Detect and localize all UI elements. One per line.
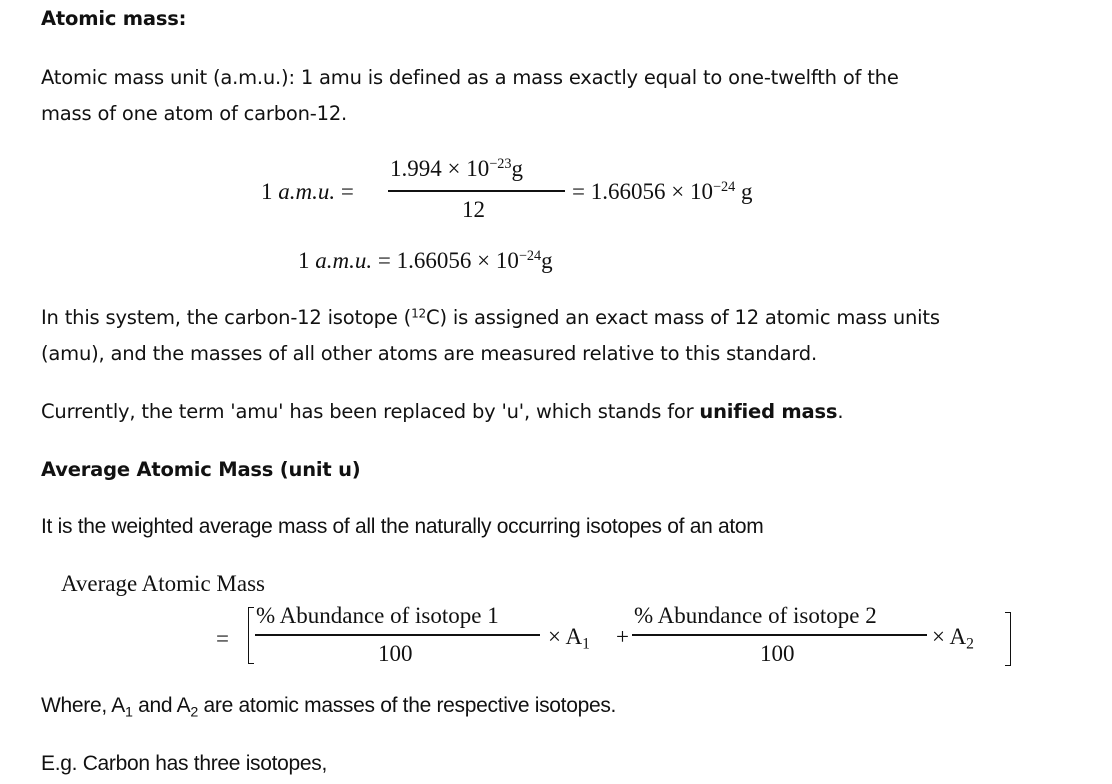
where-note-mid: and A (132, 694, 191, 717)
eq1-numerator (390, 156, 523, 182)
eq2-rhs-value: = 1.66056 × 10 (377, 248, 519, 273)
formula-equals: = (216, 626, 229, 651)
eq1-numerator-mantissa: 1.994 × 10 (390, 156, 490, 181)
eq1-fraction-bar (388, 190, 565, 192)
fraction1-bar (255, 634, 540, 636)
average-definition: It is the weighted average mass of all the naturally occurring isotopes of an atom (41, 515, 764, 538)
where-a1-subscript: 1 (124, 704, 133, 721)
a2-subscript: 2 (966, 635, 974, 653)
plus-sign: + (616, 624, 629, 649)
eq1-numerator-exponent: −23 (489, 156, 512, 173)
eq1-equals: = (340, 179, 354, 204)
fraction2-denominator: 100 (760, 641, 795, 666)
amu-definition-line1: Atomic mass unit (a.m.u.): 1 amu is defined as a mass exactly equal to one-twelfth of the (41, 66, 899, 89)
equation-amu-value (298, 248, 553, 274)
unified-mass-period: . (837, 400, 844, 423)
eq1-denominator: 12 (462, 197, 485, 222)
carbon-standard-text-pre: In this system, the carbon-12 isotope ( (41, 306, 412, 329)
eq2-rhs-unit: g (541, 248, 553, 273)
amu-definition-line2: mass of one atom of carbon-12. (41, 102, 348, 125)
times-a1-text: × A (548, 624, 583, 649)
fraction2-bar (632, 634, 927, 636)
left-bracket (248, 607, 254, 664)
right-bracket (1005, 612, 1011, 666)
carbon-standard-line2: (amu), and the masses of all other atoms are measured relative to this standard. (41, 342, 817, 365)
a1-subscript: 1 (582, 635, 590, 653)
eq1-lhs-number: 1 (261, 179, 279, 204)
unified-mass-text: Currently, the term 'amu' has been replaced by 'u', which stands for (41, 400, 700, 423)
carbon-standard-text-post: C) is assigned an exact mass of 12 atomic mass units (426, 306, 940, 329)
times-a1 (548, 624, 590, 653)
eq1-rhs-exponent: −24 (712, 179, 736, 196)
eq2-lhs-variable: a.m.u. (315, 248, 373, 273)
eq2-lhs-number: 1 (298, 248, 316, 273)
eq1-lhs (261, 179, 354, 205)
eq1-rhs (572, 179, 753, 205)
unified-mass-bold-term: unified mass (699, 400, 838, 423)
isotope-superscript: 12 (411, 306, 427, 321)
where-note-post: are atomic masses of the respective isotopes. (198, 694, 617, 717)
formula-lhs: Average Atomic Mass (61, 571, 265, 596)
where-a2-subscript: 2 (190, 704, 199, 721)
where-note (41, 694, 617, 721)
example-carbon-isotopes: E.g. Carbon has three isotopes, (41, 752, 328, 775)
times-a2 (932, 624, 974, 653)
eq1-rhs-unit: g (735, 179, 753, 204)
heading-atomic-mass: Atomic mass: (41, 7, 187, 30)
times-a2-text: × A (932, 624, 967, 649)
eq1-rhs-value: = 1.66056 × 10 (572, 179, 713, 204)
unified-mass-sentence (41, 400, 843, 423)
eq2-rhs-exponent: −24 (518, 248, 542, 265)
eq1-lhs-variable: a.m.u. (278, 179, 336, 204)
where-note-pre: Where, A (41, 694, 125, 717)
heading-average-atomic-mass: Average Atomic Mass (unit u) (41, 458, 361, 481)
eq1-numerator-unit: g (511, 156, 524, 181)
fraction2-numerator: % Abundance of isotope 2 (634, 603, 877, 628)
carbon-standard-line1 (41, 306, 940, 329)
fraction1-numerator: % Abundance of isotope 1 (256, 603, 499, 628)
fraction1-denominator: 100 (378, 641, 413, 666)
